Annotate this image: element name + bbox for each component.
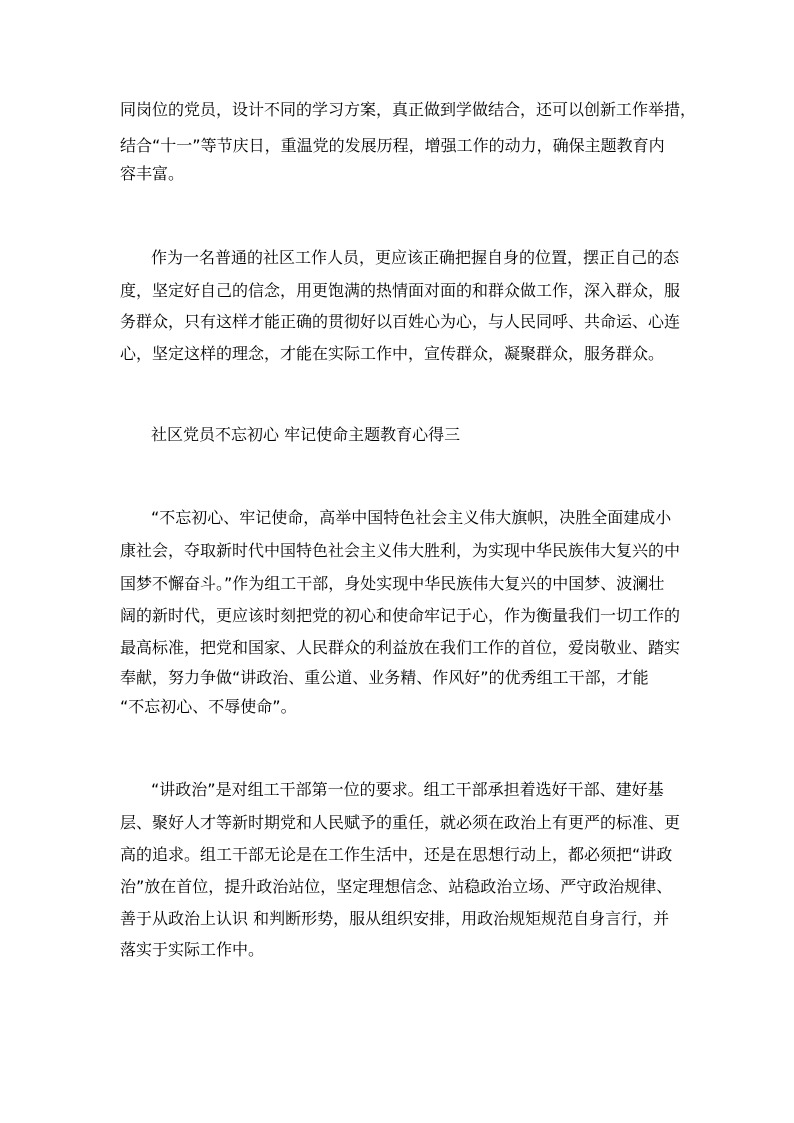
text-line: 阔的新时代，更应该时刻把党的初心和使命牢记于心，作为衡量我们一切工作的 (120, 606, 681, 625)
text-line: 治”放在首位，提升政治站位，坚定理想信念、站稳政治立场、严守政治规律、 (120, 877, 673, 896)
text-line: 层、聚好人才等新时期党和人民赋予的重任，就必须在政治上有更严的标准、更 (120, 813, 681, 832)
text-line: 最高标准，把党和国家、人民群众的利益放在我们工作的首位，爱岗敬业、踏实 (120, 638, 681, 657)
section-heading: 社区党员不忘初心 牢记使命主题教育心得三 (151, 425, 461, 444)
text-line: “不忘初心、牢记使命，高举中国特色社会主义伟大旗帜，决胜全面建成小 (151, 508, 672, 527)
text-line: 同岗位的党员，设计不同的学习方案，真正做到学做结合，还可以创新工作举措， (120, 100, 697, 119)
text-line: 心，坚定这样的理念，才能在实际工作中，宣传群众，凝聚群众，服务群众。 (120, 344, 665, 363)
text-line: 善于从政治上认识 和判断形势，服从组织安排，用政治规矩规范自身言行，并 (120, 909, 670, 928)
text-line: 落实于实际工作中。 (120, 940, 265, 959)
text-line: 奉献，努力争做“讲政治、重公道、业务精、作风好”的优秀组工干部，才能 (120, 668, 649, 687)
text-line: 度，坚定好自己的信念，用更饱满的热情面对面的和群众做工作，深入群众，服 (120, 281, 681, 300)
text-line: 务群众，只有这样才能正确的贯彻好以百姓心为心，与人民同呼、共命运、心连 (120, 312, 681, 331)
text-line: 作为一名普通的社区工作人员，更应该正确把握自身的位置，摆正自己的态 (151, 248, 680, 267)
text-line: 高的追求。组工干部无论是在工作生活中，还是在思想行动上，都必须把“讲政 (120, 845, 673, 864)
text-line: 康社会，夺取新时代中国特色社会主义伟大胜利，为实现中华民族伟大复兴的中 (120, 541, 681, 560)
text-line: “不忘初心、不辱使命”。 (120, 697, 297, 716)
text-line: 国梦不懈奋斗。”作为组工干部，身处实现中华民族伟大复兴的中国梦、波澜壮 (120, 574, 665, 593)
text-line: 结合“十一”等节庆日，重温党的发展历程，增强工作的动力，确保主题教育内 (120, 136, 665, 155)
text-line: “讲政治”是对组工干部第一位的要求。组工干部承担着选好干部、建好基 (151, 780, 664, 799)
text-line: 容丰富。 (120, 164, 185, 183)
